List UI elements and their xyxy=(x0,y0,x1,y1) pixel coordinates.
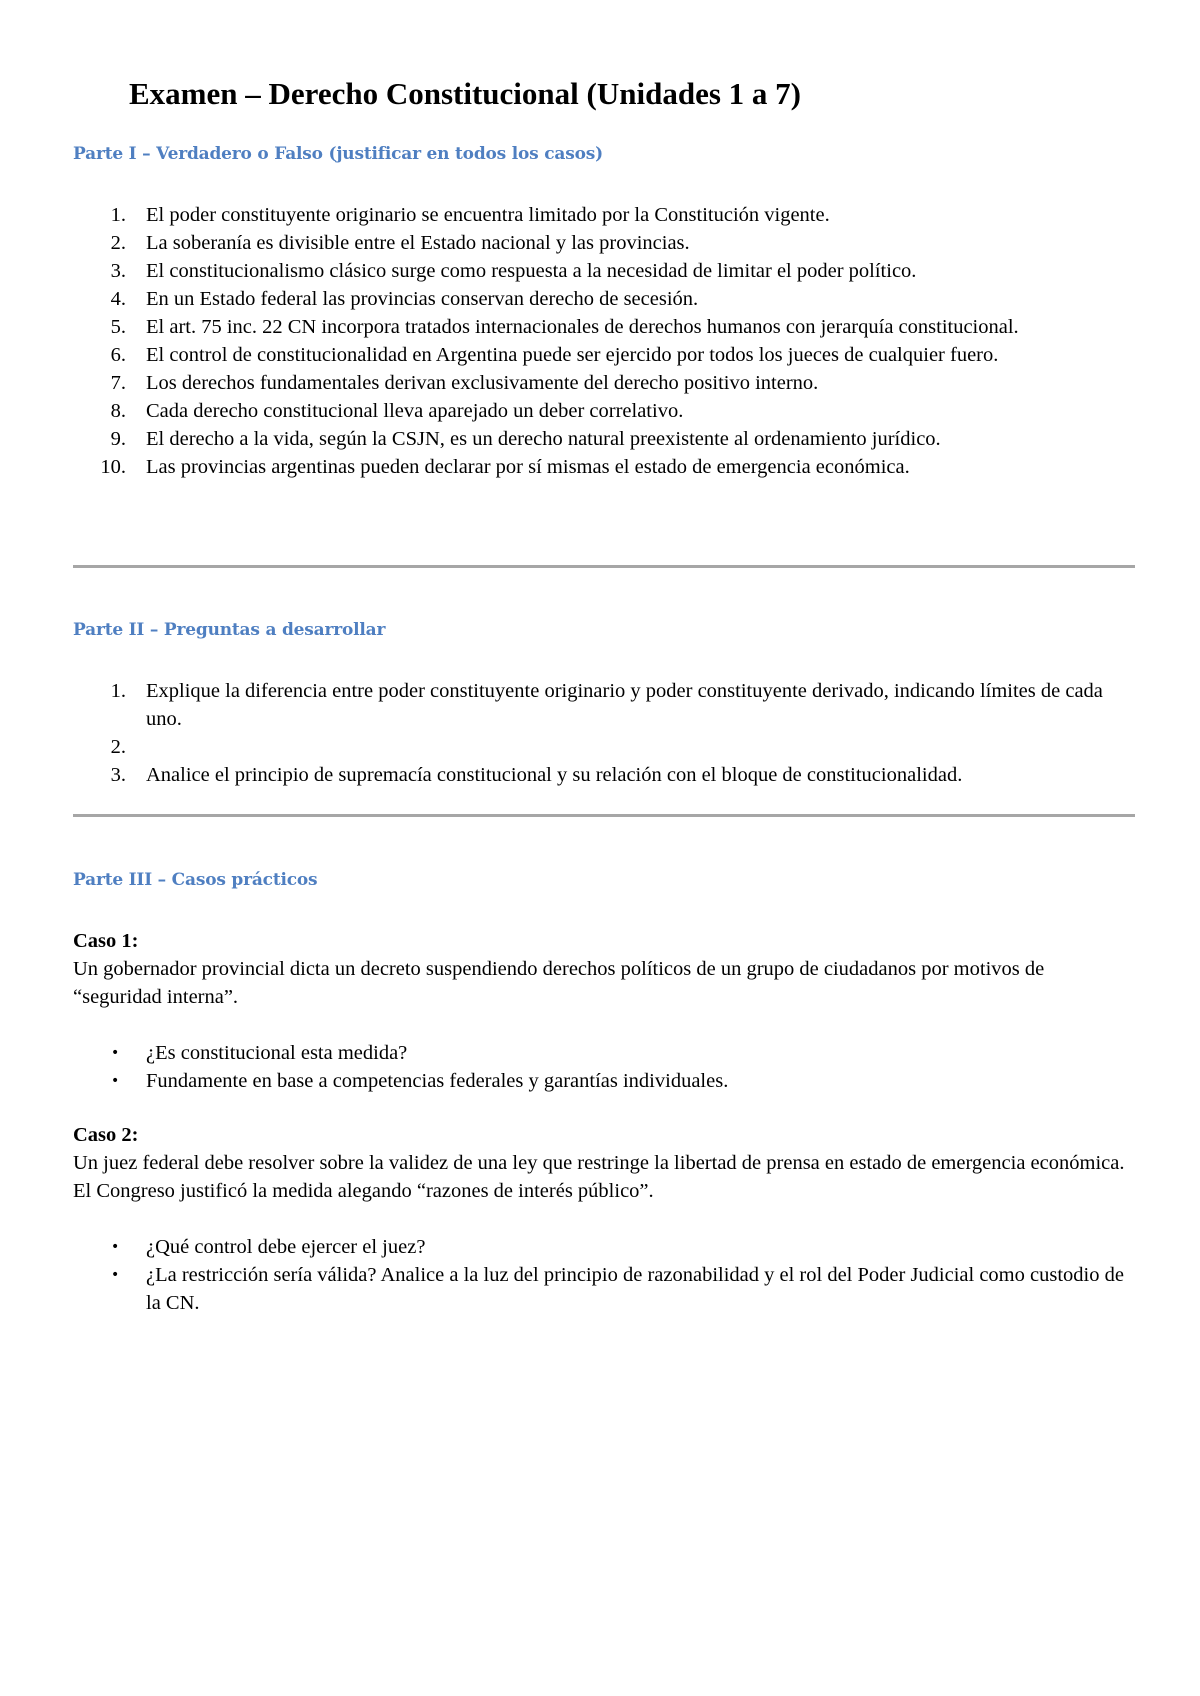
case1-title: Caso 1: xyxy=(73,930,139,952)
item-text: ¿La restricción sería válida? Analice a la luz del principio de razonabilidad y el rol del Poder Judicial como custodio de la CN. xyxy=(146,1264,1124,1314)
case1-text: Un gobernador provincial dicta un decreto suspendiendo derechos políticos de un grupo de ciudadanos por motivos de “seguridad interna”. xyxy=(73,958,1045,1008)
item-number: 10. xyxy=(100,456,126,478)
item-number: 8. xyxy=(110,400,126,422)
section-divider xyxy=(73,814,1135,817)
part1-true-false-list xyxy=(73,201,1135,481)
list-item xyxy=(73,677,1135,733)
list-item xyxy=(73,341,1135,369)
exam-title: Examen – Derecho Constitucional (Unidades 1 a 7) xyxy=(129,76,801,111)
part1-heading: Parte I – Verdadero o Falso (justificar en todos los casos) xyxy=(73,144,603,164)
part3-heading: Parte III – Casos prácticos xyxy=(73,870,318,890)
item-number: 2. xyxy=(110,736,126,758)
item-text: Analice el principio de supremacía constitucional y su relación con el bloque de constitucionalidad. xyxy=(146,764,963,786)
item-text: Los derechos fundamentales derivan exclusivamente del derecho positivo interno. xyxy=(146,372,819,394)
bullet-icon: • xyxy=(111,1073,120,1089)
item-text: El derecho a la vida, según la CSJN, es un derecho natural preexistente al ordenamiento jurídico. xyxy=(146,428,941,450)
item-text: La soberanía es divisible entre el Estado nacional y las provincias. xyxy=(146,232,690,254)
list-item xyxy=(73,285,1135,313)
list-item xyxy=(73,257,1135,285)
part2-essay-list xyxy=(73,677,1135,789)
list-item xyxy=(73,229,1135,257)
case2-text: Un juez federal debe resolver sobre la validez de una ley que restringe la libertad de prensa en estado de emergencia económica. El Congreso justificó la medida alegando “razones de interés público”. xyxy=(73,1152,1125,1202)
item-number: 3. xyxy=(110,764,126,786)
list-item xyxy=(73,1039,1135,1067)
item-text: ¿Es constitucional esta medida? xyxy=(146,1042,408,1064)
item-number: 4. xyxy=(110,288,126,310)
list-item xyxy=(73,1233,1135,1261)
case1-questions xyxy=(73,1039,1135,1095)
item-text: El poder constituyente originario se encuentra limitado por la Constitución vigente. xyxy=(146,204,830,226)
item-number: 2. xyxy=(110,232,126,254)
section-divider xyxy=(73,565,1135,568)
bullet-icon: • xyxy=(111,1045,120,1061)
list-item xyxy=(73,733,1135,761)
list-item xyxy=(73,397,1135,425)
item-number: 3. xyxy=(110,260,126,282)
item-text: En un Estado federal las provincias conservan derecho de secesión. xyxy=(146,288,699,310)
list-item xyxy=(73,1067,1135,1095)
item-text: Fundamente en base a competencias federales y garantías individuales. xyxy=(146,1070,729,1092)
item-text: Las provincias argentinas pueden declarar por sí mismas el estado de emergencia económica. xyxy=(146,456,910,478)
list-item xyxy=(73,425,1135,453)
item-text: El constitucionalismo clásico surge como respuesta a la necesidad de limitar el poder político. xyxy=(146,260,917,282)
item-text: El art. 75 inc. 22 CN incorpora tratados internacionales de derechos humanos con jerarquía constitucional. xyxy=(146,316,1019,338)
case2-questions xyxy=(73,1233,1135,1317)
part2-heading: Parte II – Preguntas a desarrollar xyxy=(73,620,386,640)
list-item xyxy=(73,453,1135,481)
list-item xyxy=(73,201,1135,229)
item-number: 7. xyxy=(110,372,126,394)
item-text: Cada derecho constitucional lleva aparejado un deber correlativo. xyxy=(146,400,684,422)
item-number: 9. xyxy=(110,428,126,450)
item-text: El control de constitucionalidad en Argentina puede ser ejercido por todos los jueces de cualquier fuero. xyxy=(146,344,999,366)
item-number: 5. xyxy=(110,316,126,338)
list-item xyxy=(73,1261,1135,1317)
bullet-icon: • xyxy=(111,1267,120,1283)
list-item xyxy=(73,761,1135,789)
bullet-icon: • xyxy=(111,1239,120,1255)
case2-title: Caso 2: xyxy=(73,1124,139,1146)
item-text: ¿Qué control debe ejercer el juez? xyxy=(146,1236,426,1258)
item-number: 6. xyxy=(110,344,126,366)
list-item xyxy=(73,369,1135,397)
item-number: 1. xyxy=(110,680,126,702)
list-item xyxy=(73,313,1135,341)
item-text: Explique la diferencia entre poder constituyente originario y poder constituyente derivado, indicando límites de cada uno. xyxy=(146,680,1103,730)
item-number: 1. xyxy=(110,204,126,226)
